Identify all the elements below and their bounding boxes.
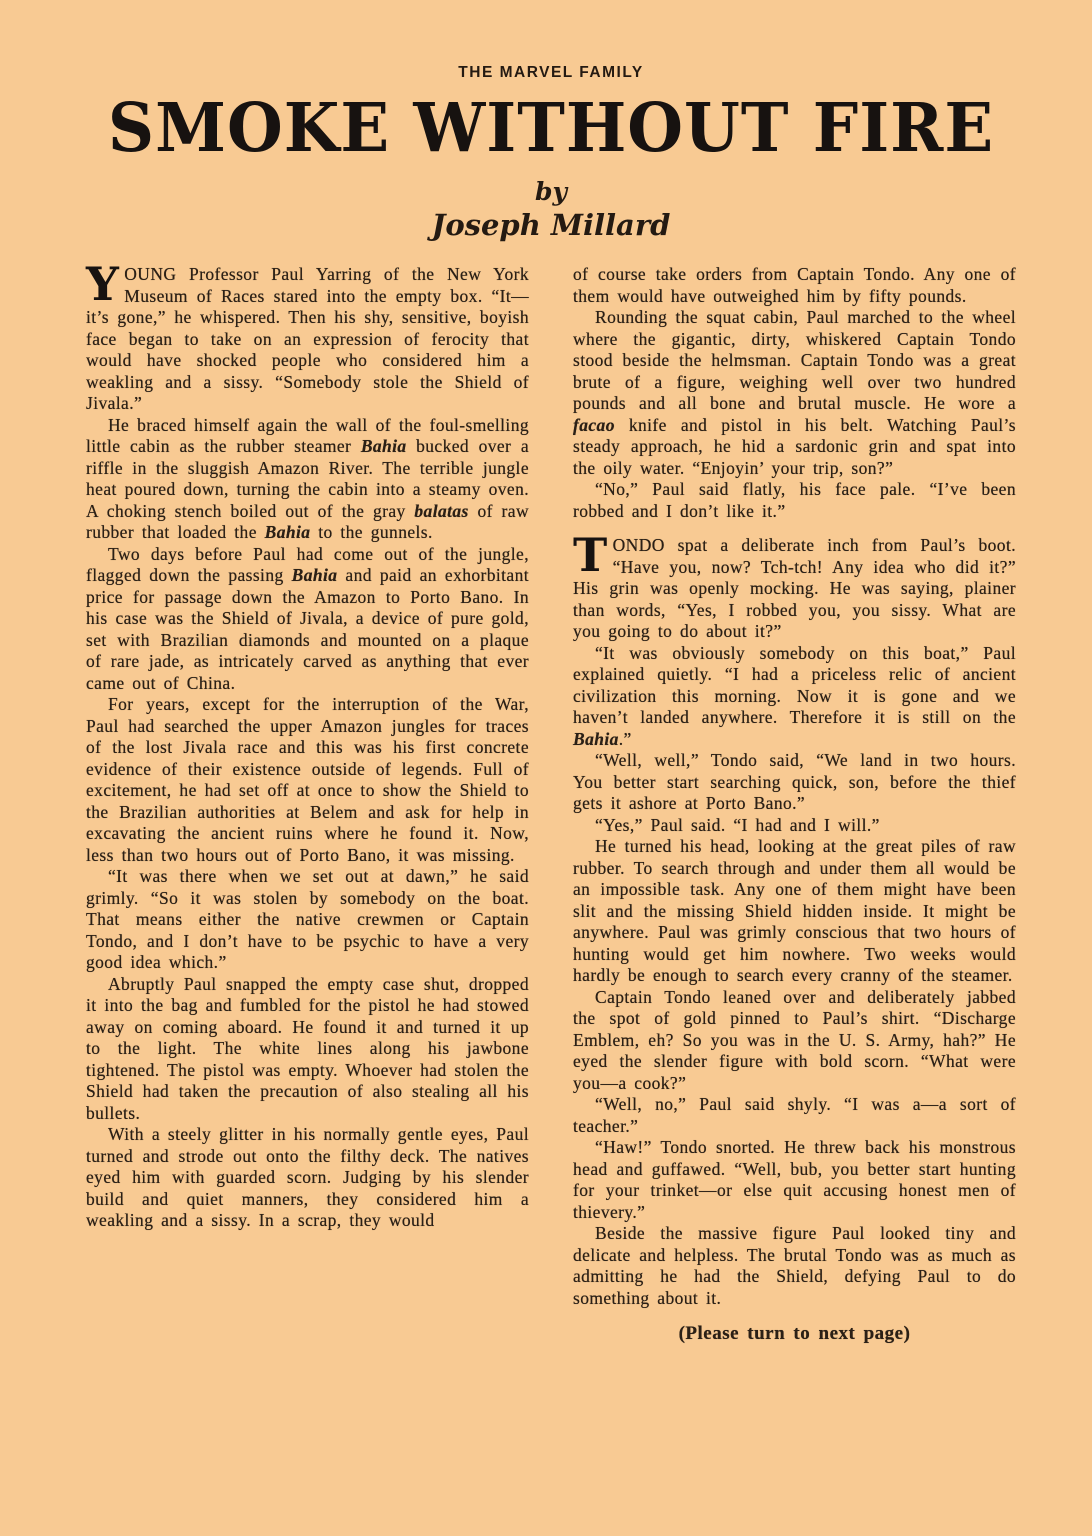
page-title: SMOKE WITHOUT FIRE bbox=[107, 88, 995, 169]
drop-cap: Y bbox=[86, 257, 120, 311]
text-segment: “Well, well,” Tondo said, “We land in two hours. You better start searching quick, son, before the thief gets it ashore at Porto Bano.” bbox=[573, 750, 1016, 813]
story-paragraph bbox=[86, 544, 529, 695]
byline-prefix: by bbox=[534, 177, 567, 206]
story-paragraph bbox=[86, 257, 529, 415]
text-segment: “Haw!” Tondo snorted. He threw back his monstrous head and guffawed. “Well, bub, you better start hunting for your trinket—or else quit accusing honest men of thievery.” bbox=[573, 1137, 1016, 1222]
text-segment: He braced himself again the wall of the foul-smelling little cabin as the rubber steamer bbox=[86, 414, 529, 456]
story-header bbox=[86, 64, 1016, 242]
text-segment: Rounding the squat cabin, Paul marched to the wheel where the gigantic, dirty, whiskered Captain Tondo stood beside the helmsman. Captain Tondo was a great brute of a figure, weighing well over two hundred pounds and all bone and brutal muscle. He wore a bbox=[573, 307, 1016, 413]
story-paragraph bbox=[573, 836, 1016, 987]
italic-text: Bahia bbox=[360, 436, 407, 456]
text-segment: .” bbox=[618, 728, 632, 749]
text-segment: “Yes,” Paul said. “I had and I will.” bbox=[595, 814, 880, 835]
story-paragraph bbox=[86, 974, 529, 1125]
left-column bbox=[86, 257, 529, 1345]
story-paragraph bbox=[573, 1094, 1016, 1137]
text-segment: “It was obviously somebody on this boat,” Paul explained quietly. “I had a priceless relic of ancient civilization this morning. Now it is gone and we haven’t landed anywhere. Therefore it is still on the bbox=[573, 642, 1016, 727]
story-paragraph bbox=[573, 528, 1016, 643]
text-segment: Beside the massive figure Paul looked tiny and delicate and helpless. The brutal Tondo was as much as admitting he had the Shield, defying Paul to do something about it. bbox=[573, 1223, 1016, 1308]
story-paragraph bbox=[573, 643, 1016, 751]
text-segment: of raw rubber that loaded the bbox=[86, 500, 529, 542]
story-paragraph bbox=[573, 815, 1016, 837]
continuation-note: (Please turn to next page) bbox=[678, 1323, 911, 1344]
italic-text: Bahia bbox=[573, 728, 619, 749]
story-paragraph bbox=[573, 1223, 1016, 1309]
text-segment: Captain Tondo leaned over and deliberately jabbed the spot of gold pinned to Paul’s shirt. “Discharge Emblem, eh? So you was in the U. S. Army, hah?” He eyed the slender figure with bold scorn. “What were you—a cook?” bbox=[573, 986, 1016, 1093]
text-segment: With a steely glitter in his normally gentle eyes, Paul turned and strode out onto the filthy deck. The natives eyed him with guarded scorn. Judging by his slender build and quiet manners, they considered him a weakling and a sissy. In a scrap, they would bbox=[86, 1124, 529, 1230]
right-column bbox=[573, 264, 1016, 1345]
italic-text: Bahia bbox=[264, 522, 311, 542]
text-segment: ONDO spat a deliberate inch from Paul’s boot. “Have you, now? Tch-tch! Any idea who did it?” His grin was openly mocking. He was saying, plainer than words, “Yes, I robbed you, you sissy. What are you going to do about it?” bbox=[573, 535, 1016, 641]
text-segment: OUNG Professor Paul Yarring of the New York Museum of Races stared into the empty box. “It—it’s gone,” he whispered. Then his shy, sensitive, boyish face began to take on an expression of ferocity that would have shocked people who considered him a weakling and a sissy. “Somebody stole the Shield of Jivala.” bbox=[86, 264, 529, 413]
italic-text: Bahia bbox=[291, 565, 338, 585]
text-segment: “It was there when we set out at dawn,” he said grimly. “So it was stolen by somebody on the boat. That means either the native crewmen or Captain Tondo, and I don’t have to be psychic to have a very good idea which.” bbox=[86, 866, 529, 972]
story-paragraph bbox=[573, 987, 1016, 1095]
text-segment: “No,” Paul said flatly, his face pale. “I’ve been robbed and I don’t like it.” bbox=[573, 479, 1016, 521]
text-segment: and paid an exhorbitant price for passage down the Amazon to Porto Bano. In his case was the Shield of Jivala, a device of pure gold, set with Brazilian diamonds and mounted on a plaque of rare jade, as intricately carved as anything that ever came out of China. bbox=[86, 565, 529, 693]
text-segment: bucked over a riffle in the sluggish Amazon River. The terrible jungle heat poured down, turning the cabin into a steamy oven. A choking stench boiled out of the gray bbox=[86, 436, 529, 521]
story-paragraph bbox=[86, 1124, 529, 1232]
author-name: Joseph Millard bbox=[431, 208, 671, 242]
text-segment: He turned his head, looking at the great piles of raw rubber. To search through and under them all would be an impossible task. Any one of them might have been slit and the missing Shield hidden inside. It might be anywhere. Paul was grimly conscious that two hours of hunting would get him nowhere. Two weeks would hardly be enough to search every cranny of the steamer. bbox=[573, 836, 1016, 985]
story-paragraph bbox=[573, 479, 1016, 522]
text-segment: Abruptly Paul snapped the empty case shut, dropped it into the bag and fumbled for the pistol he had stowed away on coming aboard. He found it and turned it up to the light. The white lines along his jawbone tightened. The pistol was empty. Whoever had stolen the Shield had taken the precaution of also stealing all his bullets. bbox=[86, 973, 529, 1123]
italic-text: facao bbox=[573, 414, 615, 435]
drop-cap: T bbox=[573, 528, 608, 582]
text-segment: For years, except for the interruption of the War, Paul had searched the upper Amazon jungles for traces of the lost Jivala race and this was his first concrete evidence of their existence outside of legends. Full of excitement, he had set off at once to show the Shield to the Brazilian authorities at Belem and ask for help in excavating the ancient ruins where he found it. Now, less than two hours out of Porto Bano, it was missing. bbox=[86, 694, 529, 865]
text-segment: Two days before Paul had come out of the jungle, flagged down the passing bbox=[86, 543, 529, 585]
story-paragraph bbox=[573, 1137, 1016, 1223]
story-paragraph bbox=[86, 415, 529, 544]
story-paragraph bbox=[573, 750, 1016, 815]
story-paragraph bbox=[573, 264, 1016, 307]
text-segment: knife and pistol in his belt. Watching Paul’s steady approach, he hid a sardonic grin and spat into the oily water. “Enjoyin’ your trip, son?” bbox=[573, 414, 1016, 478]
story-paragraph bbox=[86, 694, 529, 866]
text-segment: “Well, no,” Paul said shyly. “I was a—a sort of teacher.” bbox=[573, 1094, 1016, 1136]
text-segment: of course take orders from Captain Tondo. Any one of them would have outweighed him by fifty pounds. bbox=[573, 264, 1016, 306]
right-column-text bbox=[573, 264, 1016, 1309]
text-segment: to the gunnels. bbox=[310, 522, 433, 542]
italic-text: balatas bbox=[414, 500, 469, 521]
story-paragraph bbox=[86, 866, 529, 974]
story-body bbox=[86, 257, 1016, 1345]
story-paragraph bbox=[573, 307, 1016, 479]
series-title: THE MARVEL FAMILY bbox=[458, 64, 644, 81]
